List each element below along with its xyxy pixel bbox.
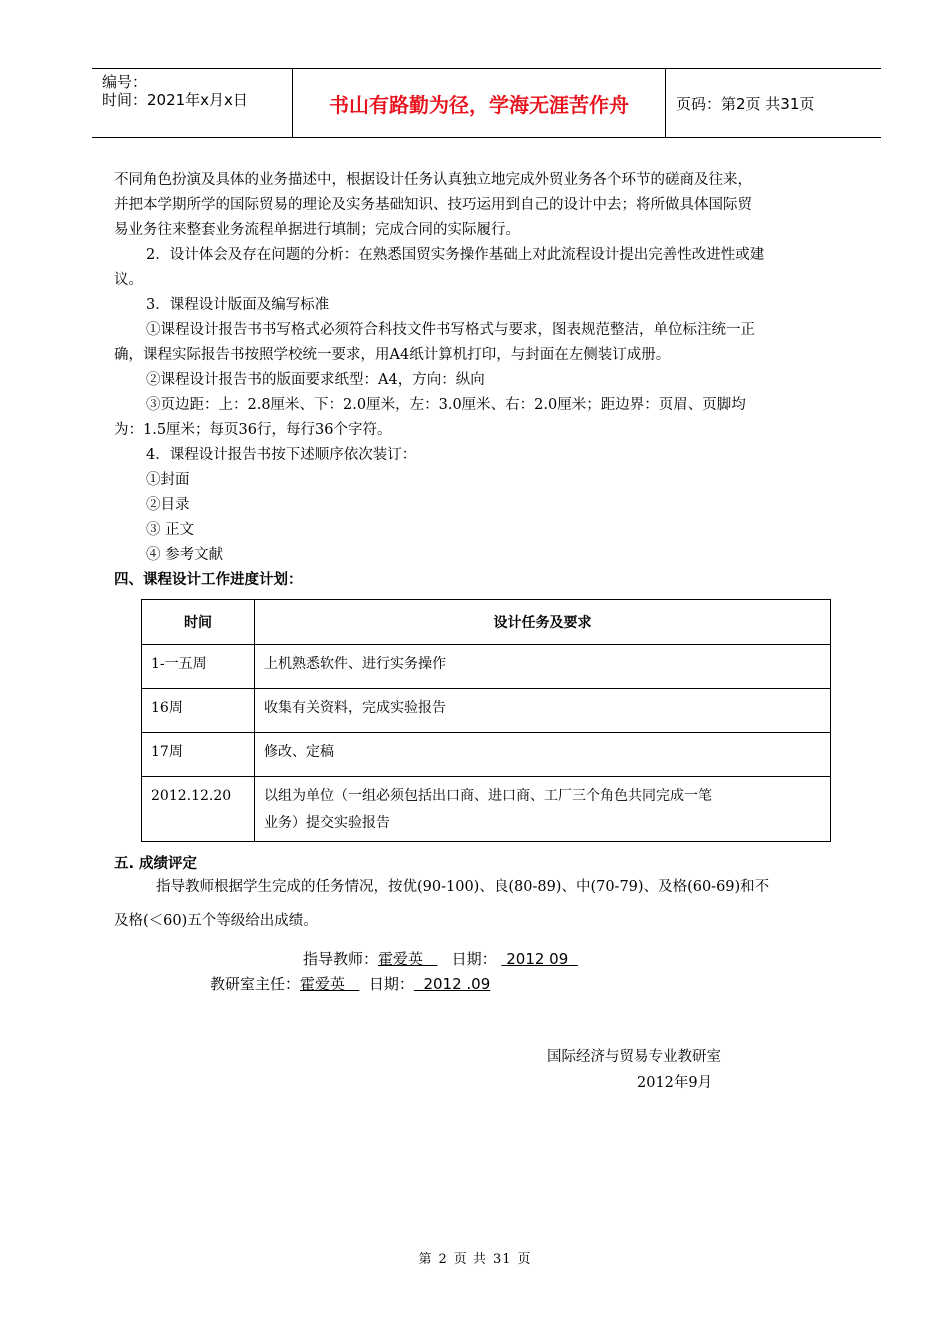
number-label: 编号： [102,73,148,91]
advisor-date: 2012 09 [506,950,569,968]
body-line: ③ 正文 [146,522,195,538]
grading-line: 指导教师根据学生完成的任务情况，按优(90-100)、良(80-89)、中(70-79)、及格(60-69)和不 [156,879,770,895]
body-line: 议。 [114,272,143,288]
grading-line: 及格(＜60)五个等级给出成绩。 [114,913,318,929]
advisor-date-label: 日期： [451,950,497,968]
office-date: 2012年9月 [637,1075,713,1091]
cell-time: 16周 [142,689,255,733]
header-info-cell [92,69,293,137]
time-label: 时间：2021年x月x日 [102,91,248,109]
header-time: 时间 [142,600,255,645]
table-row [142,777,831,842]
footer-total: 31 [492,1252,512,1267]
body-line: 3．课程设计版面及编写标准 [146,297,330,313]
cell-time: 17周 [142,733,255,777]
body-line: ①课程设计报告书书写格式必须符合科技文件书写格式与要求，图表规范整洁，单位标注统一正 [146,322,755,338]
cell-task: 收集有关资料，完成实验报告 [255,689,831,733]
cell-task: 上机熟悉软件、进行实务操作 [255,645,831,689]
table-row [142,733,831,777]
footer-mid: 页 共 [453,1252,487,1267]
grading-heading: 五. 成绩评定 [114,856,198,872]
director-signature [210,973,490,994]
body-line: ③页边距：上：2.8厘米、下：2.0厘米，左：3.0厘米、右：2.0厘米；距边界：页眉、页脚均 [146,397,746,413]
director-name: 霍爱英 [300,975,346,993]
page-header [92,68,881,138]
body-line: 不同角色扮演及具体的业务描述中，根据设计任务认真独立地完成外贸业务各个环节的磋商及往来， [114,172,752,188]
office-name: 国际经济与贸易专业教研室 [547,1049,721,1065]
body-line: ②课程设计报告书的版面要求纸型：A4，方向：纵向 [146,372,485,388]
advisor-signature [303,948,578,969]
table-header-row [142,600,831,645]
body-line: ④ 参考文献 [146,547,224,563]
table-row [142,689,831,733]
director-label: 教研室主任： [210,975,301,993]
advisor-label: 指导教师： [303,950,379,968]
motto: 书山有路勤为径，学海无涯苦作舟 [329,92,629,117]
header-page-cell [666,69,881,137]
body-line: 4．课程设计报告书按下述顺序依次装订： [146,447,417,463]
cell-task [255,777,831,842]
cell-task: 修改、定稿 [255,733,831,777]
body-line: ②目录 [146,497,190,513]
body-line: 为：1.5厘米；每页36行，每行36个字符。 [114,422,392,438]
table-row [142,645,831,689]
page-footer [0,1248,950,1267]
footer-page: 2 [438,1252,448,1267]
advisor-name: 霍爱英 [378,950,424,968]
section4-heading: 四、课程设计工作进度计划： [114,572,303,588]
body-line: 确，课程实际报告书按照学校统一要求，用A4纸计算机打印，与封面在左侧装订成册。 [114,347,671,363]
header-task: 设计任务及要求 [255,600,831,645]
header-motto-cell [293,69,666,137]
body-line: 易业务往来整套业务流程单据进行填制；完成合同的实际履行。 [114,222,520,238]
cell-task-line: 业务）提交实验报告 [264,815,390,831]
cell-time: 2012.12.20 [142,777,255,842]
body-line: 并把本学期所学的国际贸易的理论及实务基础知识、技巧运用到自己的设计中去；将所做具体国际贸 [114,197,752,213]
footer-suffix: 页 [517,1252,532,1267]
cell-time: 1-一五周 [142,645,255,689]
footer-prefix: 第 [418,1252,433,1267]
cell-task-line: 以组为单位（一组必须包括出口商、进口商、工厂三个角色共同完成一笔 [264,788,712,804]
body-line: 2．设计体会及存在问题的分析：在熟悉国贸实务操作基础上对此流程设计提出完善性改进性或建 [146,247,765,263]
body-line: ①封面 [146,472,190,488]
director-date: 2012 .09 [423,975,491,993]
schedule-table [141,599,831,842]
director-date-label: 日期： [368,975,414,993]
page-info: 页码：第2页 共31页 [676,94,815,113]
